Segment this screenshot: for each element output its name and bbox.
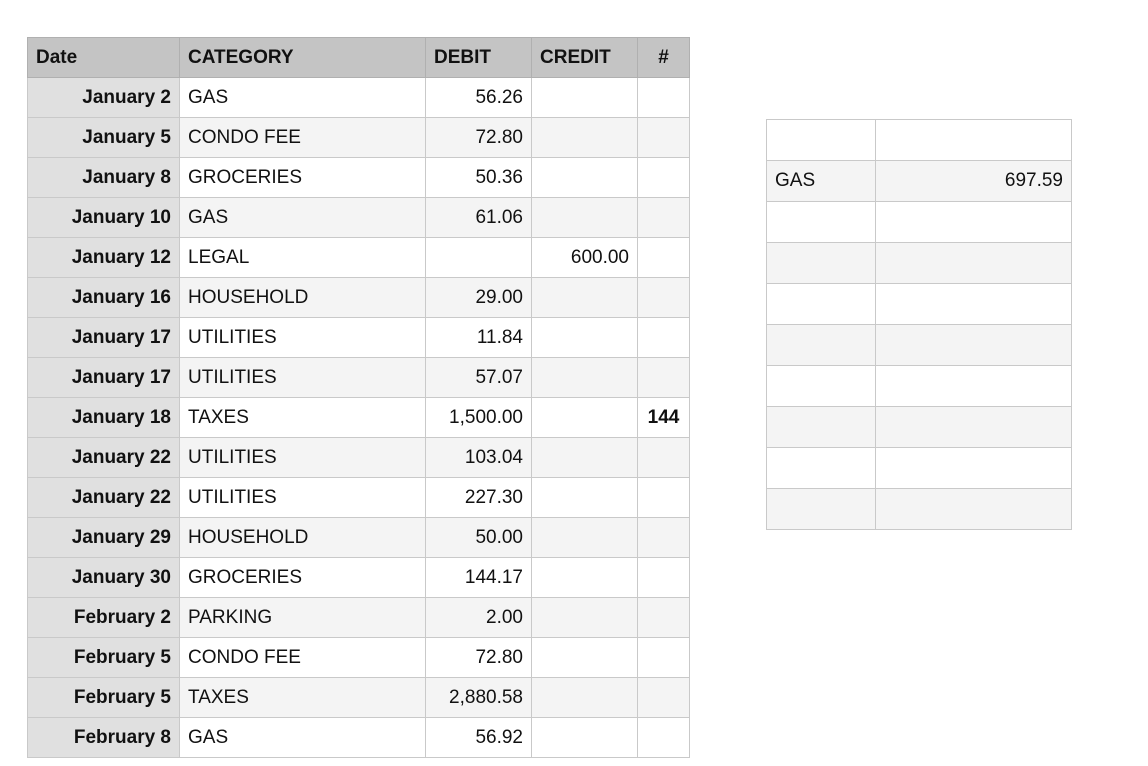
summary-row	[767, 366, 1072, 407]
cell-number[interactable]	[638, 238, 690, 278]
summary-row	[767, 489, 1072, 530]
table-row	[28, 718, 690, 758]
table-row	[28, 158, 690, 198]
cell-date[interactable]: January 16	[28, 278, 180, 318]
cell-category[interactable]: LEGAL	[180, 238, 426, 278]
cell-debit[interactable]: 72.80	[426, 638, 532, 678]
cell-number[interactable]	[638, 558, 690, 598]
cell-credit[interactable]	[532, 558, 638, 598]
header-category[interactable]: CATEGORY	[180, 38, 426, 78]
summary-value[interactable]	[876, 407, 1072, 448]
cell-date[interactable]: January 10	[28, 198, 180, 238]
summary-value[interactable]	[876, 243, 1072, 284]
summary-label[interactable]	[767, 325, 876, 366]
cell-credit[interactable]	[532, 598, 638, 638]
cell-credit[interactable]	[532, 198, 638, 238]
cell-date[interactable]: February 5	[28, 678, 180, 718]
table-row	[28, 198, 690, 238]
cell-number[interactable]	[638, 638, 690, 678]
cell-category[interactable]: UTILITIES	[180, 318, 426, 358]
table-row	[28, 478, 690, 518]
cell-category[interactable]: GAS	[180, 198, 426, 238]
summary-label[interactable]	[767, 489, 876, 530]
cell-date[interactable]: January 12	[28, 238, 180, 278]
summary-label[interactable]	[767, 366, 876, 407]
cell-category[interactable]: HOUSEHOLD	[180, 278, 426, 318]
cell-debit[interactable]: 227.30	[426, 478, 532, 518]
cell-date[interactable]: January 22	[28, 478, 180, 518]
summary-row	[767, 448, 1072, 489]
cell-category[interactable]: UTILITIES	[180, 438, 426, 478]
cell-debit[interactable]: 29.00	[426, 278, 532, 318]
header-date[interactable]: Date	[28, 38, 180, 78]
summary-value[interactable]	[876, 489, 1072, 530]
cell-debit[interactable]: 72.80	[426, 118, 532, 158]
table-row	[28, 678, 690, 718]
table-row	[28, 638, 690, 678]
cell-date[interactable]: February 2	[28, 598, 180, 638]
summary-value[interactable]	[876, 202, 1072, 243]
cell-number[interactable]	[638, 118, 690, 158]
header-debit[interactable]: DEBIT	[426, 38, 532, 78]
cell-debit[interactable]: 50.36	[426, 158, 532, 198]
cell-number[interactable]	[638, 358, 690, 398]
cell-credit[interactable]: 600.00	[532, 238, 638, 278]
cell-number[interactable]	[638, 678, 690, 718]
cell-number[interactable]	[638, 198, 690, 238]
table-row	[28, 598, 690, 638]
cell-category[interactable]: GROCERIES	[180, 558, 426, 598]
summary-row	[767, 325, 1072, 366]
ledger-header-row	[28, 38, 690, 78]
summary-row	[767, 202, 1072, 243]
cell-category[interactable]: GROCERIES	[180, 158, 426, 198]
cell-number[interactable]	[638, 438, 690, 478]
ledger-table	[27, 37, 690, 758]
cell-date[interactable]: January 5	[28, 118, 180, 158]
summary-row	[767, 284, 1072, 325]
cell-category[interactable]: GAS	[180, 78, 426, 118]
cell-date[interactable]: January 17	[28, 318, 180, 358]
cell-debit[interactable]: 1,500.00	[426, 398, 532, 438]
summary-label[interactable]	[767, 202, 876, 243]
table-row	[28, 118, 690, 158]
cell-category[interactable]: TAXES	[180, 398, 426, 438]
cell-credit[interactable]	[532, 398, 638, 438]
summary-row	[767, 243, 1072, 284]
cell-debit[interactable]: 61.06	[426, 198, 532, 238]
table-row	[28, 358, 690, 398]
cell-number[interactable]	[638, 478, 690, 518]
cell-debit[interactable]: 50.00	[426, 518, 532, 558]
cell-debit[interactable]: 2,880.58	[426, 678, 532, 718]
ledger-body	[28, 78, 690, 758]
summary-row	[767, 120, 1072, 161]
cell-debit[interactable]: 103.04	[426, 438, 532, 478]
cell-debit[interactable]	[426, 238, 532, 278]
cell-category[interactable]: UTILITIES	[180, 358, 426, 398]
table-row	[28, 238, 690, 278]
cell-number[interactable]	[638, 598, 690, 638]
cell-category[interactable]: CONDO FEE	[180, 638, 426, 678]
cell-date[interactable]: February 5	[28, 638, 180, 678]
cell-date[interactable]: January 18	[28, 398, 180, 438]
cell-credit[interactable]	[532, 478, 638, 518]
cell-date[interactable]: January 2	[28, 78, 180, 118]
cell-credit[interactable]	[532, 158, 638, 198]
table-row	[28, 438, 690, 478]
cell-number[interactable]	[638, 278, 690, 318]
table-row	[28, 518, 690, 558]
cell-debit[interactable]: 2.00	[426, 598, 532, 638]
cell-credit[interactable]	[532, 638, 638, 678]
cell-number[interactable]	[638, 158, 690, 198]
cell-number[interactable]	[638, 318, 690, 358]
summary-label[interactable]	[767, 448, 876, 489]
header-credit[interactable]: CREDIT	[532, 38, 638, 78]
cell-number[interactable]	[638, 718, 690, 758]
summary-value[interactable]	[876, 448, 1072, 489]
summary-value[interactable]	[876, 325, 1072, 366]
summary-label[interactable]: GAS	[767, 161, 876, 202]
summary-value[interactable]	[876, 366, 1072, 407]
cell-credit[interactable]	[532, 278, 638, 318]
summary-value[interactable]	[876, 284, 1072, 325]
cell-date[interactable]: January 30	[28, 558, 180, 598]
cell-credit[interactable]	[532, 358, 638, 398]
cell-date[interactable]: January 17	[28, 358, 180, 398]
header-number[interactable]: #	[638, 38, 690, 78]
summary-label[interactable]	[767, 120, 876, 161]
cell-credit[interactable]	[532, 438, 638, 478]
table-row	[28, 558, 690, 598]
cell-credit[interactable]	[532, 118, 638, 158]
summary-row	[767, 407, 1072, 448]
cell-category[interactable]: HOUSEHOLD	[180, 518, 426, 558]
table-row	[28, 278, 690, 318]
cell-credit[interactable]	[532, 718, 638, 758]
cell-category[interactable]: UTILITIES	[180, 478, 426, 518]
cell-date[interactable]: January 8	[28, 158, 180, 198]
cell-number[interactable]	[638, 78, 690, 118]
table-row	[28, 398, 690, 438]
cell-category[interactable]: GAS	[180, 718, 426, 758]
cell-debit[interactable]: 56.26	[426, 78, 532, 118]
cell-date[interactable]: January 29	[28, 518, 180, 558]
cell-credit[interactable]	[532, 318, 638, 358]
cell-category[interactable]: TAXES	[180, 678, 426, 718]
summary-value[interactable]: 697.59	[876, 161, 1072, 202]
summary-label[interactable]	[767, 407, 876, 448]
cell-number[interactable]	[638, 518, 690, 558]
cell-debit[interactable]: 144.17	[426, 558, 532, 598]
cell-category[interactable]: CONDO FEE	[180, 118, 426, 158]
cell-debit[interactable]: 56.92	[426, 718, 532, 758]
cell-date[interactable]: January 22	[28, 438, 180, 478]
cell-number[interactable]: 144	[638, 398, 690, 438]
summary-value[interactable]	[876, 120, 1072, 161]
cell-debit[interactable]: 57.07	[426, 358, 532, 398]
cell-debit[interactable]: 11.84	[426, 318, 532, 358]
summary-row	[767, 161, 1072, 202]
table-row	[28, 78, 690, 118]
table-row	[28, 318, 690, 358]
cell-credit[interactable]	[532, 78, 638, 118]
cell-date[interactable]: February 8	[28, 718, 180, 758]
summary-label[interactable]	[767, 243, 876, 284]
summary-label[interactable]	[767, 284, 876, 325]
cell-credit[interactable]	[532, 518, 638, 558]
summary-table	[766, 119, 1072, 530]
cell-category[interactable]: PARKING	[180, 598, 426, 638]
cell-credit[interactable]	[532, 678, 638, 718]
